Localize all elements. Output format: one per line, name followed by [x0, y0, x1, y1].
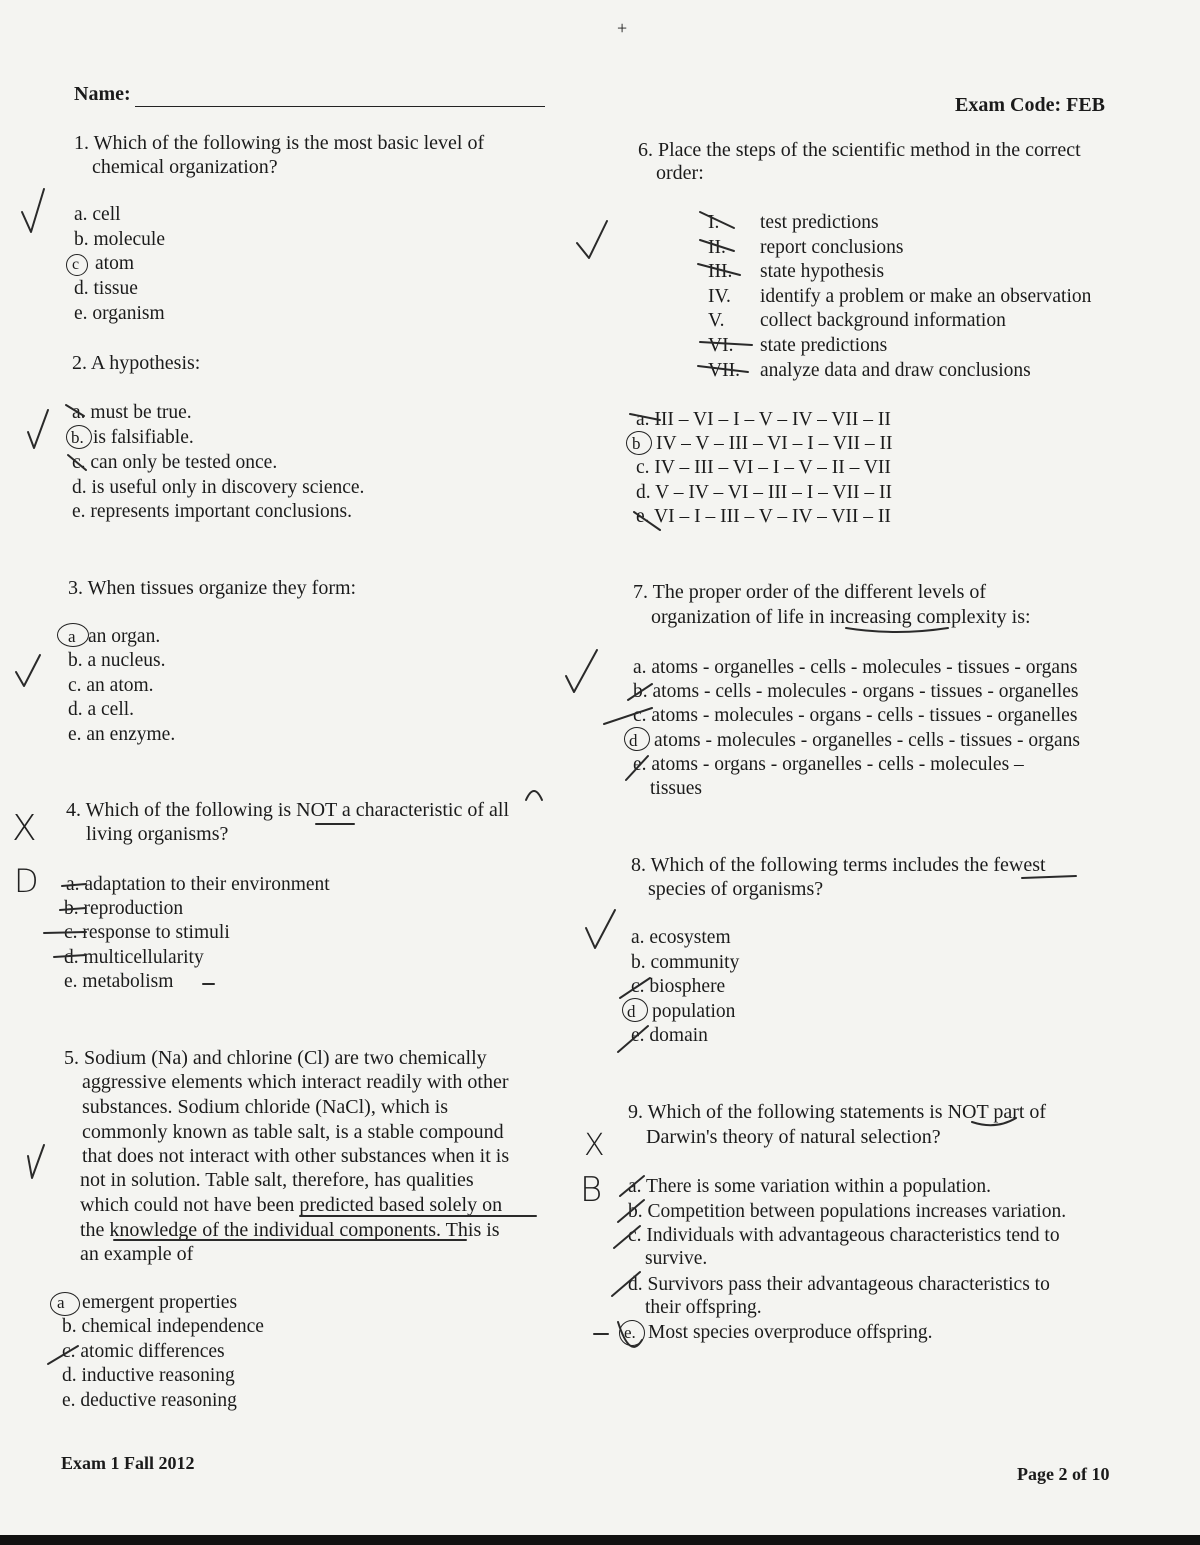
q7-option-d-letter: d — [629, 731, 638, 750]
q9-option-c: c. Individuals with advantageous characteristics tend to — [628, 1225, 1060, 1246]
q8-option-b: b. community — [631, 952, 740, 973]
q9-option-a: a. There is some variation within a population. — [628, 1176, 992, 1197]
q6-option-c: c. IV – III – VI – I – V – II – VII — [636, 457, 891, 478]
answer-circle — [619, 1320, 645, 1346]
exam-code: Exam Code: FEB — [955, 94, 1105, 116]
q2-option-b-letter: b. — [71, 428, 84, 447]
question-7-line-2: organization of life in increasing complexity is: — [651, 606, 1031, 628]
exam-name-footer: Exam 1 Fall 2012 — [61, 1453, 195, 1473]
step-text: analyze data and draw conclusions — [760, 360, 1031, 381]
q7-option-d-text: atoms - molecules - organelles - cells - tissues - organs — [654, 730, 1081, 751]
incorrect-mark: X — [584, 1128, 605, 1163]
q7-option-e-continued: tissues — [650, 778, 703, 799]
q9-option-d-continued: their offspring. — [645, 1297, 762, 1318]
check-mark-icon — [28, 410, 48, 448]
registration-mark: + — [617, 18, 628, 38]
q3-option-a-letter: a — [68, 627, 76, 646]
q1-option-d: d. tissue — [74, 278, 138, 299]
q7-option-b: b. atoms - cells - molecules - organs - tissues - organelles — [633, 681, 1079, 702]
step-number: III. — [708, 261, 733, 282]
question-1-line-2: chemical organization? — [92, 156, 278, 178]
q2-option-b-text: is falsifiable. — [93, 427, 194, 448]
q8-option-a: a. ecosystem — [631, 927, 731, 948]
corrected-answer: B — [580, 1170, 603, 1210]
q4-option-e: e. metabolism — [64, 971, 174, 992]
q4-option-d: d. multicellularity — [64, 947, 204, 968]
step-number: IV. — [708, 286, 731, 307]
question-6-line-1: 6. Place the steps of the scientific method in the correct — [638, 139, 1081, 161]
step-text: identify a problem or make an observation — [760, 286, 1092, 307]
step-number: V. — [708, 310, 725, 331]
q3-option-c: c. an atom. — [68, 675, 154, 696]
question-5-line-9: an example of — [80, 1243, 194, 1265]
step-number: VI. — [708, 335, 734, 356]
question-5-line-8: the knowledge of the individual components. This is — [80, 1219, 500, 1241]
q8-option-d-letter: d — [627, 1002, 636, 1021]
q4-option-c: c. response to stimuli — [64, 922, 230, 943]
question-9-line-1: 9. Which of the following statements is NOT part of — [628, 1101, 1047, 1123]
q1-option-c-letter: c — [72, 256, 80, 273]
q8-option-d-text: population — [652, 1001, 736, 1022]
q2-option-a: a. must be true. — [72, 402, 192, 423]
q7-option-c: c. atoms - molecules - organs - cells - tissues - organelles — [633, 705, 1078, 726]
answer-circle — [57, 623, 89, 647]
check-mark-icon — [16, 655, 40, 686]
q2-option-e: e. represents important conclusions. — [72, 501, 352, 522]
step-text: state hypothesis — [760, 261, 885, 282]
step-text: report conclusions — [760, 237, 904, 258]
step-text: state predictions — [760, 335, 888, 356]
check-mark-icon — [577, 221, 607, 258]
question-5-line-5: that does not interact with other substances when it is — [82, 1145, 510, 1167]
scan-edge — [0, 1535, 1200, 1545]
answer-circle — [66, 254, 88, 276]
question-9-line-2: Darwin's theory of natural selection? — [646, 1126, 941, 1148]
question-6-line-2: order: — [656, 162, 704, 184]
incorrect-mark: X — [12, 808, 37, 849]
check-mark-icon — [586, 910, 615, 948]
q1-option-e: e. organism — [74, 303, 165, 324]
q5-option-b: b. chemical independence — [62, 1316, 264, 1337]
question-5-line-2: aggressive elements which interact readily with other — [82, 1071, 509, 1093]
question-8-line-2: species of organisms? — [648, 878, 824, 900]
name-blank-line[interactable] — [135, 106, 545, 107]
step-text: test predictions — [760, 212, 879, 233]
answer-circle — [626, 431, 652, 455]
question-7-line-1: 7. The proper order of the different levels of — [633, 581, 987, 603]
q6-option-e: e. VI – I – III – V – IV – VII – II — [636, 506, 891, 527]
check-mark-icon — [22, 189, 44, 232]
q2-option-c: c. can only be tested once. — [72, 452, 278, 473]
q9-option-e-text: Most species overproduce offspring. — [648, 1322, 933, 1343]
step-number: I. — [708, 212, 720, 233]
q5-option-a-letter: a — [57, 1293, 65, 1312]
circle-fragment — [526, 791, 542, 800]
question-5-line-1: 5. Sodium (Na) and chlorine (Cl) are two chemically — [64, 1047, 487, 1069]
q1-option-c-text: atom — [95, 253, 134, 274]
question-1-line-1: 1. Which of the following is the most basic level of — [74, 132, 485, 154]
q3-option-e: e. an enzyme. — [68, 724, 176, 745]
q9-option-d: d. Survivors pass their advantageous characteristics to — [628, 1274, 1050, 1295]
q9-option-b: b. Competition between populations increases variation. — [628, 1201, 1067, 1222]
check-mark-icon — [28, 1145, 44, 1178]
q9-option-c-continued: survive. — [645, 1248, 708, 1269]
q3-option-a-text: an organ. — [88, 626, 161, 647]
q8-option-e: e. domain — [631, 1025, 708, 1046]
q6-option-b-text: IV – V – III – VI – I – VII – II — [656, 433, 893, 454]
q4-option-b: b. reproduction — [64, 898, 184, 919]
question-5-line-7: which could not have been predicted based solely on — [80, 1194, 503, 1216]
q2-option-d: d. is useful only in discovery science. — [72, 477, 365, 498]
q5-option-e: e. deductive reasoning — [62, 1390, 237, 1411]
page-number: Page 2 of 10 — [1017, 1464, 1110, 1484]
q5-option-d: d. inductive reasoning — [62, 1365, 235, 1386]
step-number: II. — [708, 237, 726, 258]
question-5-line-6: not in solution. Table salt, therefore, has qualities — [80, 1169, 474, 1191]
step-number: VII. — [708, 360, 740, 381]
question-3-line-1: 3. When tissues organize they form: — [68, 577, 357, 599]
answer-circle — [50, 1292, 80, 1316]
question-8-line-1: 8. Which of the following terms includes the fewest — [631, 854, 1046, 876]
answer-circle — [624, 727, 650, 751]
question-2-line-1: 2. A hypothesis: — [72, 352, 201, 374]
q3-option-b: b. a nucleus. — [68, 650, 166, 671]
step-text: collect background information — [760, 310, 1006, 331]
question-5-line-3: substances. Sodium chloride (NaCl), which is — [82, 1096, 449, 1118]
q6-option-a: a. III – VI – I – V – IV – VII – II — [636, 409, 891, 430]
check-mark-icon — [566, 650, 597, 692]
q3-option-d: d. a cell. — [68, 699, 135, 720]
q6-option-b-letter: b — [632, 434, 641, 453]
q5-option-c: c. atomic differences — [62, 1341, 225, 1362]
answer-circle — [66, 425, 92, 449]
q1-option-b: b. molecule — [74, 229, 165, 250]
q4-option-a: a. adaptation to their environment — [66, 874, 330, 895]
q9-option-e-letter: e. — [624, 1323, 636, 1342]
q7-option-e: e. atoms - organs - organelles - cells - molecules – — [633, 754, 1024, 775]
q1-option-a: a. cell — [74, 204, 121, 225]
corrected-answer: D — [14, 862, 39, 900]
question-5-line-4: commonly known as table salt, is a stable compound — [82, 1121, 504, 1143]
answer-circle — [622, 998, 648, 1022]
q8-option-c: c. biosphere — [631, 976, 726, 997]
question-4-line-1: 4. Which of the following is NOT a characteristic of all — [66, 799, 510, 821]
q5-option-a-text: emergent properties — [82, 1292, 238, 1313]
q7-option-a: a. atoms - organelles - cells - molecules - tissues - organs — [633, 657, 1078, 678]
question-4-line-2: living organisms? — [86, 823, 229, 845]
name-label: Name: — [74, 83, 131, 105]
q6-option-d: d. V – IV – VI – III – I – VII – II — [636, 482, 893, 503]
